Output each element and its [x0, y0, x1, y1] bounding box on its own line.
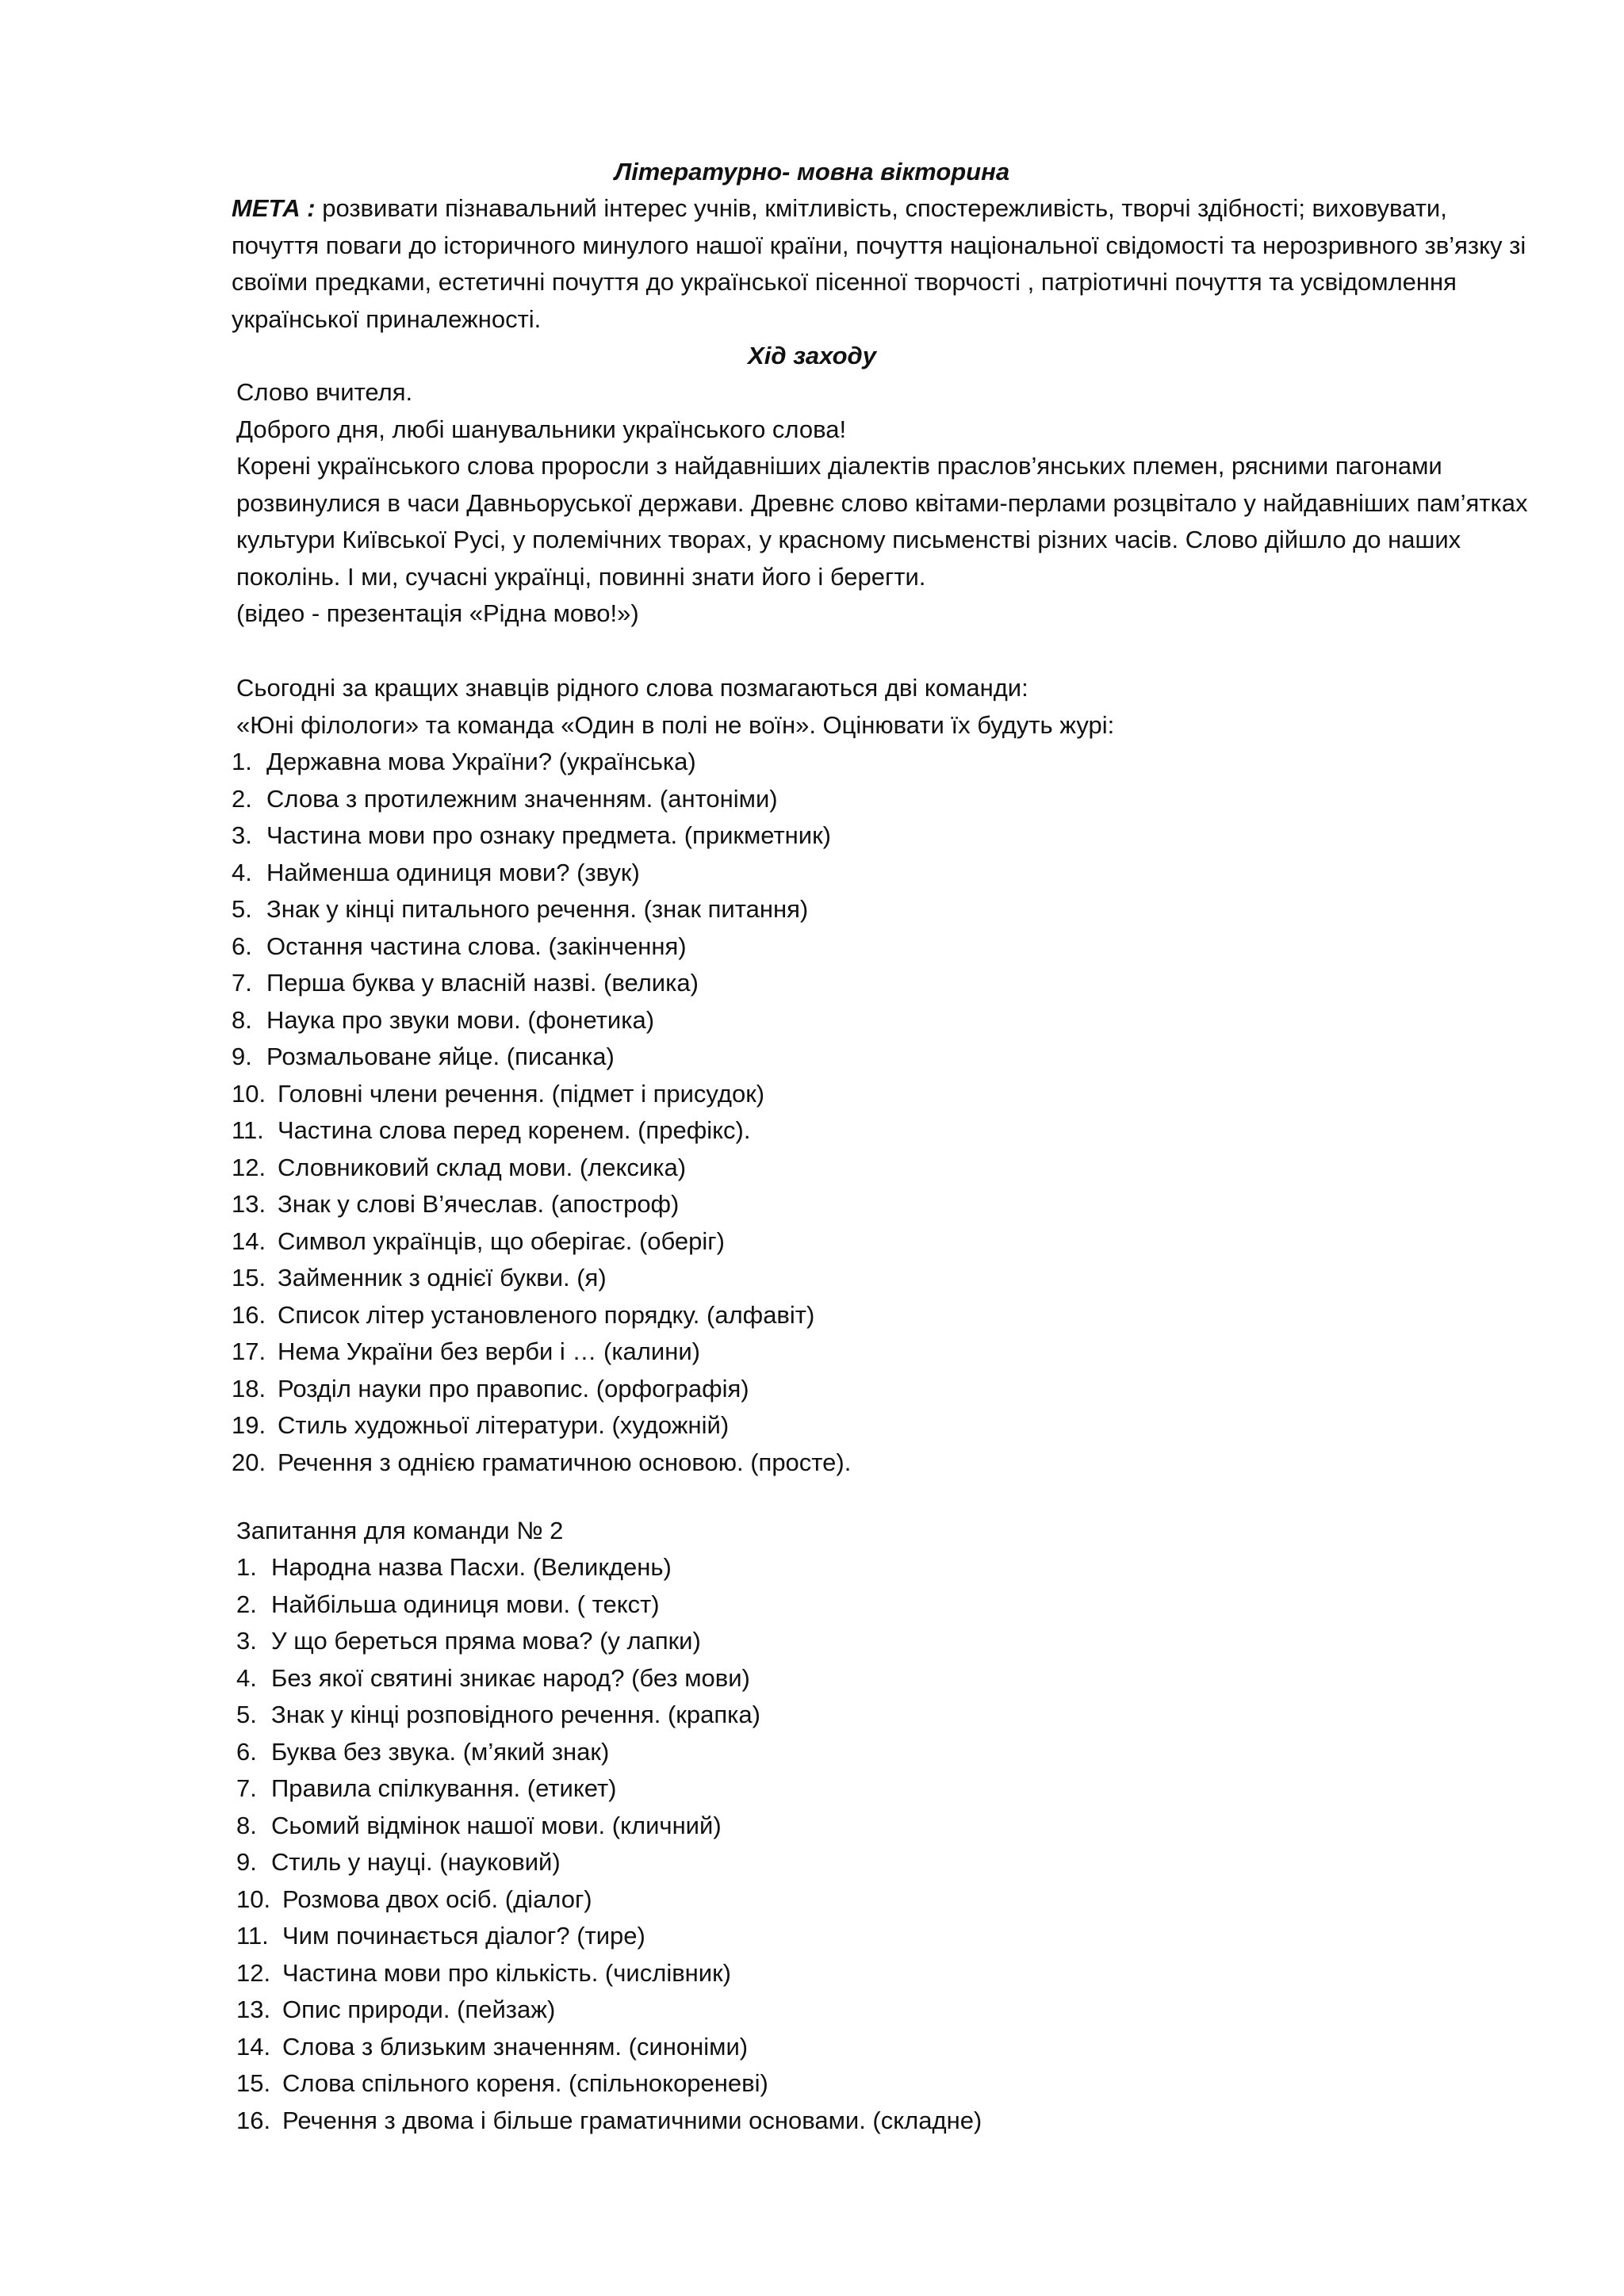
question-item: [236, 2029, 1537, 2066]
intro-paragraph: Корені українського слова проросли з найдавніших діалектів праслов’янських племен, рясними пагонами розвинулися в часи Давньоруської держави. Древнє слово квітами-перлами розцвітало у найдавніших пам’ятках культури Київської Русі, у полемічних творах, у красному письменстві різних часів. Слово дійшло до наших поколінь. І ми, сучасні українці, повинні знати його і берегти.: [236, 452, 1528, 591]
question-number: 18.: [232, 1374, 266, 1402]
question-number: 11.: [236, 1922, 269, 1950]
question-number: 13.: [236, 1996, 271, 2023]
question-number: 7.: [236, 1774, 257, 1802]
question-item: [236, 1918, 1537, 1955]
question-item: [236, 2065, 1537, 2103]
teams-intro-line: «Юні філологи» та команда «Один в полі не воїн». Оцінювати їх будуть журі:: [236, 710, 1115, 739]
question-item: [232, 965, 1532, 1002]
question-text: Нема України без верби і … (калини): [278, 1337, 700, 1365]
question-item: [232, 1334, 1532, 1371]
question-item: [232, 1371, 1532, 1408]
question-item: [236, 1770, 1537, 1808]
question-text: Символ українців, що оберігає. (оберіг): [278, 1226, 725, 1255]
question-number: 14.: [236, 2032, 271, 2061]
question-number: 9.: [232, 1043, 252, 1070]
question-item: [232, 1186, 1532, 1223]
teams-intro: [236, 670, 1537, 744]
question-number: 1.: [232, 748, 252, 775]
question-item: [236, 1586, 1537, 1624]
document-title: Літературно- мовна вікторина: [614, 158, 1010, 186]
question-item: [236, 1808, 1537, 1845]
question-text: Стиль у науці. (науковий): [271, 1848, 561, 1876]
question-number: 5.: [232, 895, 252, 923]
question-text: Знак у кінці питального речення. (знак питання): [266, 895, 809, 923]
question-number: 14.: [232, 1226, 266, 1255]
teams-intro-line: Сьогодні за кращих знавців рідного слова позмагаються дві команди:: [236, 674, 1028, 702]
goal-text: розвивати пізнавальний інтерес учнів, кмітливість, спостережливість, творчі здібності; виховувати, почуття поваги до історичного минулого нашої країни, почуття національної свідомості та нерозривного зв’язку зі своїми предками, естетичні почуття до української пісенної творчості , патріотичні почуття та усвідомлення української приналежності.: [232, 194, 1526, 333]
question-text: Слова спільного кореня. (спільнокореневі): [282, 2069, 768, 2097]
question-text: Народна назва Пасхи. (Великдень): [271, 1553, 672, 1581]
question-text: Державна мова України? (українська): [266, 748, 696, 775]
question-number: 15.: [232, 1264, 266, 1292]
question-item: [232, 744, 1532, 781]
question-item: [236, 1697, 1537, 1734]
question-item: [232, 817, 1532, 855]
question-item: [232, 1445, 1532, 1482]
question-number: 12.: [236, 1958, 271, 1987]
team1-question-list: [232, 744, 1532, 1481]
question-item: [232, 1407, 1532, 1445]
question-number: 4.: [232, 858, 252, 886]
question-text: Розмова двох осіб. (діалог): [282, 1885, 592, 1913]
question-text: Найбільша одиниця мови. ( текст): [271, 1590, 660, 1618]
question-number: 6.: [236, 1737, 257, 1766]
question-item: [232, 781, 1532, 818]
question-text: Список літер установленого порядку. (алфавіт): [278, 1300, 815, 1329]
question-number: 2.: [232, 784, 252, 813]
question-item: [232, 1260, 1532, 1297]
question-text: Головні члени речення. (підмет і присудок): [278, 1079, 765, 1108]
question-item: [236, 1623, 1537, 1660]
question-text: Частина мови про ознаку предмета. (прикметник): [266, 821, 832, 849]
question-text: Сьомий відмінок нашої мови. (кличний): [271, 1811, 722, 1839]
question-text: Наука про звуки мови. (фонетика): [266, 1005, 655, 1034]
question-number: 11.: [232, 1116, 264, 1144]
question-item: [236, 1881, 1537, 1919]
intro-line: Слово вчителя.: [236, 378, 413, 406]
question-number: 7.: [232, 969, 252, 997]
question-item: [232, 1223, 1532, 1261]
question-item: [236, 1955, 1537, 1992]
question-text: Знак у слові В’ячеслав. (апостроф): [278, 1190, 680, 1218]
question-number: 3.: [236, 1627, 257, 1655]
question-number: 15.: [236, 2069, 271, 2097]
question-item: [236, 1549, 1537, 1586]
question-number: 6.: [232, 932, 252, 960]
question-item: [232, 1112, 1532, 1150]
question-number: 13.: [232, 1190, 266, 1218]
team2-question-list: [236, 1549, 1537, 2139]
question-text: Найменша одиниця мови? (звук): [266, 858, 640, 886]
question-text: Розділ науки про правопис. (орфографія): [278, 1374, 749, 1402]
question-text: Правила спілкування. (етикет): [271, 1774, 617, 1802]
question-text: Словниковий склад мови. (лексика): [278, 1153, 687, 1181]
question-text: Речення з однією граматичною основою. (просте).: [278, 1448, 852, 1476]
question-number: 9.: [236, 1848, 257, 1876]
question-text: Остання частина слова. (закінчення): [266, 932, 687, 960]
question-item: [236, 1992, 1537, 2029]
question-item: [236, 1844, 1537, 1881]
question-number: 3.: [232, 821, 252, 849]
intro-section: [236, 374, 1537, 633]
video-note: (відео - презентація «Рідна мово!»): [236, 599, 639, 627]
question-number: 10.: [232, 1079, 266, 1108]
question-item: [232, 1150, 1532, 1187]
question-number: 12.: [232, 1153, 266, 1181]
goal-label: МЕТА :: [232, 194, 316, 222]
question-number: 17.: [232, 1337, 266, 1365]
question-text: Опис природи. (пейзаж): [282, 1996, 556, 2023]
question-item: [236, 2103, 1537, 2140]
question-text: Стиль художньої літератури. (художній): [278, 1411, 730, 1439]
question-number: 8.: [236, 1811, 257, 1839]
question-number: 1.: [236, 1553, 257, 1581]
question-item: [236, 1734, 1537, 1771]
question-number: 19.: [232, 1411, 266, 1439]
question-text: Без якої святині зникає народ? (без мови): [271, 1663, 750, 1692]
question-number: 10.: [236, 1885, 271, 1913]
question-text: Слова з протилежним значенням. (антоніми): [266, 784, 778, 813]
team2-heading: Запитання для команди № 2: [236, 1517, 564, 1544]
question-text: Буква без звука. (м’який знак): [271, 1737, 610, 1766]
question-text: Речення з двома і більше граматичними основами. (складне): [282, 2106, 982, 2134]
question-item: [232, 855, 1532, 892]
question-number: 16.: [232, 1300, 266, 1329]
question-item: [232, 1076, 1532, 1113]
question-text: У що береться пряма мова? (у лапки): [271, 1627, 701, 1655]
question-number: 5.: [236, 1701, 257, 1728]
question-text: Частина мови про кількість. (числівник): [282, 1958, 731, 1987]
question-number: 2.: [236, 1590, 257, 1618]
question-text: Частина слова перед коренем. (префікс).: [278, 1116, 751, 1144]
question-item: [232, 928, 1532, 966]
question-text: Займенник з однієї букви. (я): [278, 1264, 607, 1292]
question-number: 4.: [236, 1663, 257, 1692]
question-item: [232, 1039, 1532, 1076]
question-text: Знак у кінці розповідного речення. (крапка): [271, 1701, 760, 1728]
question-item: [232, 1297, 1532, 1334]
goal-paragraph: [232, 190, 1532, 338]
question-number: 16.: [236, 2106, 271, 2134]
question-text: Розмальоване яйце. (писанка): [266, 1043, 615, 1070]
question-item: [236, 1660, 1537, 1697]
question-item: [232, 891, 1532, 928]
intro-line: Доброго дня, любі шанувальники українського слова!: [236, 415, 847, 443]
question-item: [232, 1002, 1532, 1039]
section-subtitle: Хід заходу: [748, 342, 876, 369]
question-text: Перша буква у власній назві. (велика): [266, 969, 699, 997]
question-text: Чим починається діалог? (тире): [282, 1922, 645, 1950]
question-number: 8.: [232, 1005, 252, 1034]
question-number: 20.: [232, 1448, 266, 1476]
question-text: Слова з близьким значенням. (синоніми): [282, 2032, 749, 2061]
